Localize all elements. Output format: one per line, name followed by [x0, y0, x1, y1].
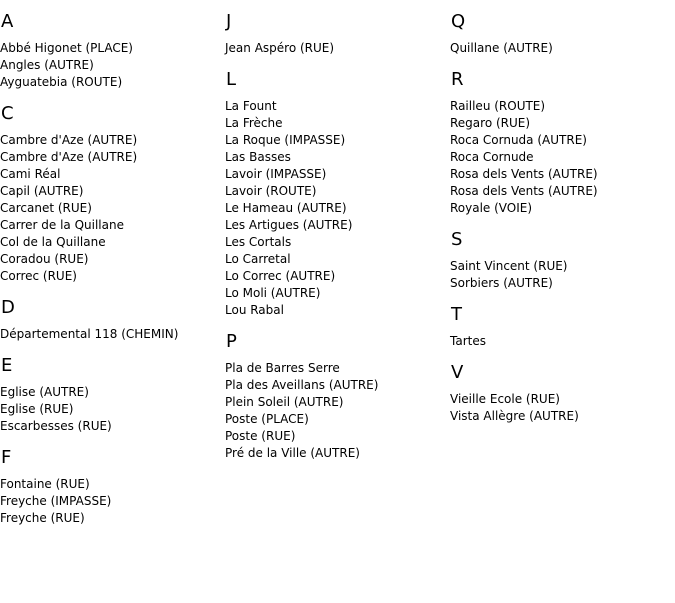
- street-link[interactable]: Carcanet (RUE): [0, 201, 92, 215]
- index-column: [225, 0, 450, 474]
- street-link[interactable]: Jean Aspéro (RUE): [225, 41, 335, 55]
- letter-section: [450, 229, 675, 292]
- letter-section: [0, 103, 225, 285]
- street-link[interactable]: Cami Réal: [0, 167, 61, 181]
- street-link[interactable]: Escarbesses (RUE): [0, 419, 112, 433]
- street-link[interactable]: Cambre d'Aze (AUTRE): [0, 133, 138, 147]
- street-link[interactable]: Lo Correc (AUTRE): [225, 269, 336, 283]
- street-link[interactable]: La Roque (IMPASSE): [225, 133, 346, 147]
- section-letter-heading: A: [1, 11, 14, 32]
- street-link[interactable]: Carrer de la Quillane: [0, 218, 124, 232]
- street-link[interactable]: Départemental 118 (CHEMIN): [0, 327, 179, 341]
- street-link[interactable]: Vista Allègre (AUTRE): [450, 409, 579, 423]
- letter-section: [225, 331, 450, 462]
- letter-section: [450, 304, 675, 350]
- street-link[interactable]: Angles (AUTRE): [0, 58, 94, 72]
- section-letter-heading: J: [226, 11, 232, 32]
- letter-section: [225, 69, 450, 319]
- street-link[interactable]: Lavoir (ROUTE): [225, 184, 317, 198]
- street-link[interactable]: Correc (RUE): [0, 269, 77, 283]
- street-link[interactable]: Eglise (AUTRE): [0, 385, 89, 399]
- street-link[interactable]: Saint Vincent (RUE): [450, 259, 568, 273]
- street-link[interactable]: Coradou (RUE): [0, 252, 89, 266]
- street-list: [225, 40, 450, 57]
- street-list: [0, 326, 225, 343]
- street-link[interactable]: Lavoir (IMPASSE): [225, 167, 327, 181]
- street-link[interactable]: Abbé Higonet (PLACE): [0, 41, 133, 55]
- section-letter-heading: Q: [451, 11, 466, 32]
- street-link[interactable]: Eglise (RUE): [0, 402, 74, 416]
- street-link[interactable]: Les Cortals: [225, 235, 292, 249]
- section-letter-heading: L: [226, 69, 237, 90]
- section-letter-heading: S: [451, 229, 463, 250]
- letter-section: [0, 11, 225, 91]
- street-link[interactable]: Freyche (IMPASSE): [0, 494, 112, 508]
- street-link[interactable]: Pla de Barres Serre: [225, 361, 340, 375]
- section-letter-heading: R: [451, 69, 464, 90]
- section-letter-heading: P: [226, 331, 237, 352]
- street-link[interactable]: Capil (AUTRE): [0, 184, 84, 198]
- street-link[interactable]: Lou Rabal: [225, 303, 284, 317]
- section-letter-heading: E: [1, 355, 13, 376]
- street-link[interactable]: Railleu (ROUTE): [450, 99, 546, 113]
- section-letter-heading: C: [1, 103, 14, 124]
- letter-section: [0, 355, 225, 435]
- street-list: [0, 384, 225, 435]
- street-link[interactable]: Regaro (RUE): [450, 116, 531, 130]
- street-link[interactable]: Rosa dels Vents (AUTRE): [450, 184, 598, 198]
- letter-section: [0, 297, 225, 343]
- street-list: [0, 40, 225, 91]
- street-link[interactable]: Poste (PLACE): [225, 412, 309, 426]
- letter-section: [450, 11, 675, 57]
- street-link[interactable]: Le Hameau (AUTRE): [225, 201, 347, 215]
- street-link[interactable]: Royale (VOIE): [450, 201, 533, 215]
- street-list: [450, 391, 675, 425]
- street-link[interactable]: Freyche (RUE): [0, 511, 85, 525]
- street-link[interactable]: Les Artigues (AUTRE): [225, 218, 353, 232]
- street-link[interactable]: Sorbiers (AUTRE): [450, 276, 553, 290]
- index-column: [0, 0, 225, 539]
- street-link[interactable]: Pla des Aveillans (AUTRE): [225, 378, 379, 392]
- street-link[interactable]: Pré de la Ville (AUTRE): [225, 446, 360, 460]
- street-list: [450, 40, 675, 57]
- street-link[interactable]: Plein Soleil (AUTRE): [225, 395, 344, 409]
- street-link[interactable]: Col de la Quillane: [0, 235, 106, 249]
- street-link[interactable]: Rosa dels Vents (AUTRE): [450, 167, 598, 181]
- section-letter-heading: F: [1, 447, 12, 468]
- street-list: [450, 98, 675, 217]
- section-letter-heading: V: [451, 362, 464, 383]
- letter-section: [0, 447, 225, 527]
- street-list: [225, 98, 450, 319]
- street-link[interactable]: Roca Cornude: [450, 150, 534, 164]
- street-link[interactable]: Tartes: [450, 334, 486, 348]
- street-link[interactable]: Roca Cornuda (AUTRE): [450, 133, 587, 147]
- street-link[interactable]: Ayguatebia (ROUTE): [0, 75, 123, 89]
- street-link[interactable]: Poste (RUE): [225, 429, 296, 443]
- street-link[interactable]: Quillane (AUTRE): [450, 41, 553, 55]
- section-letter-heading: D: [1, 297, 15, 318]
- street-link[interactable]: Las Basses: [225, 150, 291, 164]
- street-list: [450, 333, 675, 350]
- street-link[interactable]: Lo Carretal: [225, 252, 291, 266]
- street-link[interactable]: Vieille Ecole (RUE): [450, 392, 560, 406]
- street-list: [0, 132, 225, 285]
- letter-section: [450, 69, 675, 217]
- street-link[interactable]: Lo Moli (AUTRE): [225, 286, 321, 300]
- street-link[interactable]: La Fount: [225, 99, 277, 113]
- street-list: [0, 476, 225, 527]
- street-link[interactable]: Cambre d'Aze (AUTRE): [0, 150, 138, 164]
- index-column: [450, 0, 675, 437]
- section-letter-heading: T: [451, 304, 462, 325]
- letter-section: [225, 11, 450, 57]
- street-link[interactable]: La Frèche: [225, 116, 283, 130]
- street-list: [450, 258, 675, 292]
- street-link[interactable]: Fontaine (RUE): [0, 477, 90, 491]
- letter-section: [450, 362, 675, 425]
- street-list: [225, 360, 450, 462]
